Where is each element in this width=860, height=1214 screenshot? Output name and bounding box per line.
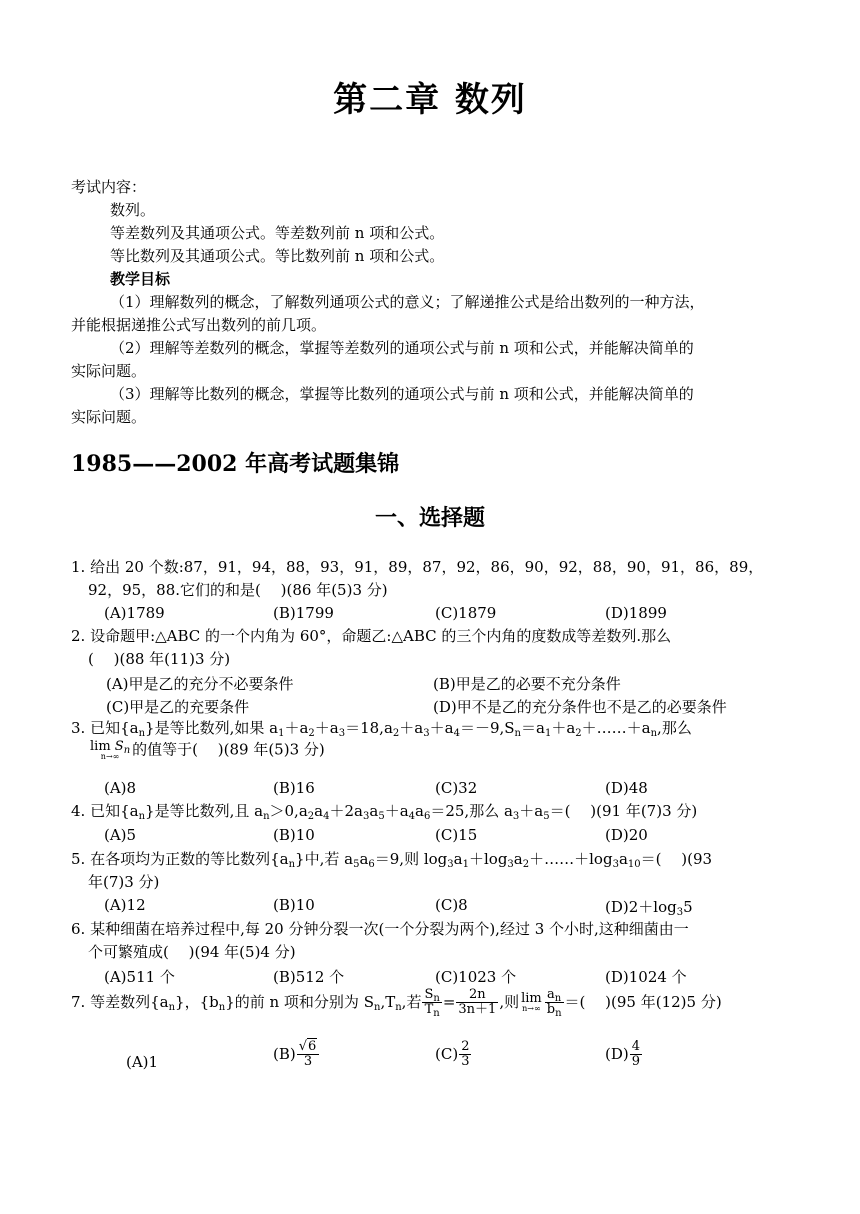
exam-content-item: 数列。: [110, 201, 156, 219]
option: (D)20: [605, 826, 648, 844]
option: (B) $\frac{√6}{3}$: [273, 1040, 320, 1070]
option: (D)48: [605, 779, 648, 797]
question-text: 7. 等差数列$\{a_n\}$，$\{b_n\}$的前 n 项和分别为 $S_n,T_n$,若 $\frac{S_n}{T_n}$ = $\frac{2n}{3n+1}$ ,则 lim n→∞ $\frac{a_n}{b_n}$ ＝( )(95 年(12)5 分): [71, 987, 722, 1020]
option: (C)1023 个: [435, 968, 517, 986]
option: (D)甲不是乙的充分条件也不是乙的必要条件: [433, 698, 727, 716]
question-text: 6. 某种细菌在培养过程中,每 20 分钟分裂一次(一个分裂为两个),经过 3 个小时,这种细菌由一: [71, 920, 689, 938]
option: (A)8: [104, 779, 137, 797]
question-text: $\lim S_n$ n→∞ 的值等于( )(89 年(5)3 分): [90, 739, 325, 761]
section-title: 一、选择题: [374, 505, 485, 531]
option: (C)1879: [435, 604, 497, 622]
option: (C)甲是乙的充要条件: [106, 698, 250, 716]
exam-content-item: 等比数列及其通项公式。等比数列前 n 项和公式。: [110, 247, 445, 265]
option: (C)8: [435, 896, 468, 914]
option: (D)1024 个: [605, 968, 687, 986]
option: (C)32: [435, 779, 478, 797]
chapter-title: 第二章 数列: [333, 80, 527, 120]
question-text: 2. 设命题甲:△ABC 的一个内角为 60°，命题乙:△ABC 的三个内角的度数成等差数列.那么: [71, 627, 672, 645]
option: (B)10: [273, 896, 315, 914]
fraction: $\frac{2}{3}$: [461, 1039, 470, 1070]
fraction: $\frac{√6}{3}$: [297, 1040, 320, 1070]
fraction: $\frac{S_n}{T_n}$: [424, 987, 440, 1020]
option: (A)12: [104, 896, 146, 914]
fraction: $\frac{a_n}{b_n}$: [546, 987, 562, 1020]
option: (B)512 个: [273, 968, 345, 986]
question-text: ( )(88 年(11)3 分): [88, 650, 231, 668]
fraction: $\frac{2n}{3n+1}$: [458, 987, 497, 1018]
goals-label: 教学目标: [110, 270, 171, 288]
goal-text: 并能根据递推公式写出数列的前几项。: [71, 316, 327, 334]
option: (A)511 个: [104, 968, 175, 986]
question-text: 3. 已知$\{a_n\}$是等比数列,如果 $a_1+a_2+a_3=18,a_2+a_3+a_4=-9,S_n=a_1+a_2+\dots\dots+a_n$,那么: [71, 719, 692, 739]
fraction: $\frac{4}{9}$: [631, 1039, 641, 1070]
exam-content-label: 考试内容：: [71, 178, 147, 196]
sqrt-expression: √6: [298, 1039, 317, 1054]
option: (B)10: [273, 826, 315, 844]
question-text: 年(7)3 分): [88, 873, 160, 891]
option: $(D)2+\log_35$: [605, 898, 693, 918]
option: (A)1: [126, 1053, 159, 1071]
option: (B)甲是乙的必要不充分条件: [433, 675, 621, 693]
question-text: 1. 给出 20 个数:87，91，94，88，93，91，89，87，92，86，90，92，88，90，91，86，89，: [71, 558, 764, 576]
goal-text: （2）理解等差数列的概念，掌握等差数列的通项公式与前 n 项和公式，并能解决简单的: [110, 339, 694, 357]
option: (A)5: [104, 826, 137, 844]
question-text: 5. 在各项均为正数的等比数列$\{a_n\}$中,若 $a_5a_6=9$,则 $\log_3a_1+\log_3a_2+\dots\dots+\log_3a_{10}=$( )(93: [71, 850, 713, 870]
goal-text: 实际问题。: [71, 362, 147, 380]
goal-text: （1）理解数列的概念，了解数列通项公式的意义；了解递推公式是给出数列的一种方法，: [110, 293, 705, 311]
option: (A)甲是乙的充分不必要条件: [106, 675, 294, 693]
question-text: 4. 已知$\{a_n\}$是等比数列,且 $a_n>0,a_2a_4+2a_3a_5+a_4a_6=25$,那么 $a_3+a_5=$( )(91 年(7)3 分): [71, 802, 698, 822]
limit-expression: lim n→∞: [521, 991, 542, 1014]
question-text: 92，95，88.它们的和是( )(86 年(5)3 分): [88, 581, 388, 599]
option: (B)1799: [273, 604, 334, 622]
goal-text: （3）理解等比数列的概念，掌握等比数列的通项公式与前 n 项和公式，并能解决简单的: [110, 385, 694, 403]
limit-expression: $\lim S_n$ n→∞: [90, 739, 131, 761]
option: (C) $\frac{2}{3}$: [435, 1039, 470, 1070]
collection-title: 1985——2002 年高考试题集锦: [71, 451, 400, 477]
goal-text: 实际问题。: [71, 408, 147, 426]
option: (A)1789: [104, 604, 165, 622]
option: (C)15: [435, 826, 478, 844]
option: (D)1899: [605, 604, 667, 622]
exam-content-item: 等差数列及其通项公式。等差数列前 n 项和公式。: [110, 224, 445, 242]
option: (D) $\frac{4}{9}$: [605, 1039, 641, 1070]
question-text: 个可繁殖成( )(94 年(5)4 分): [88, 943, 296, 961]
option: (B)16: [273, 779, 315, 797]
